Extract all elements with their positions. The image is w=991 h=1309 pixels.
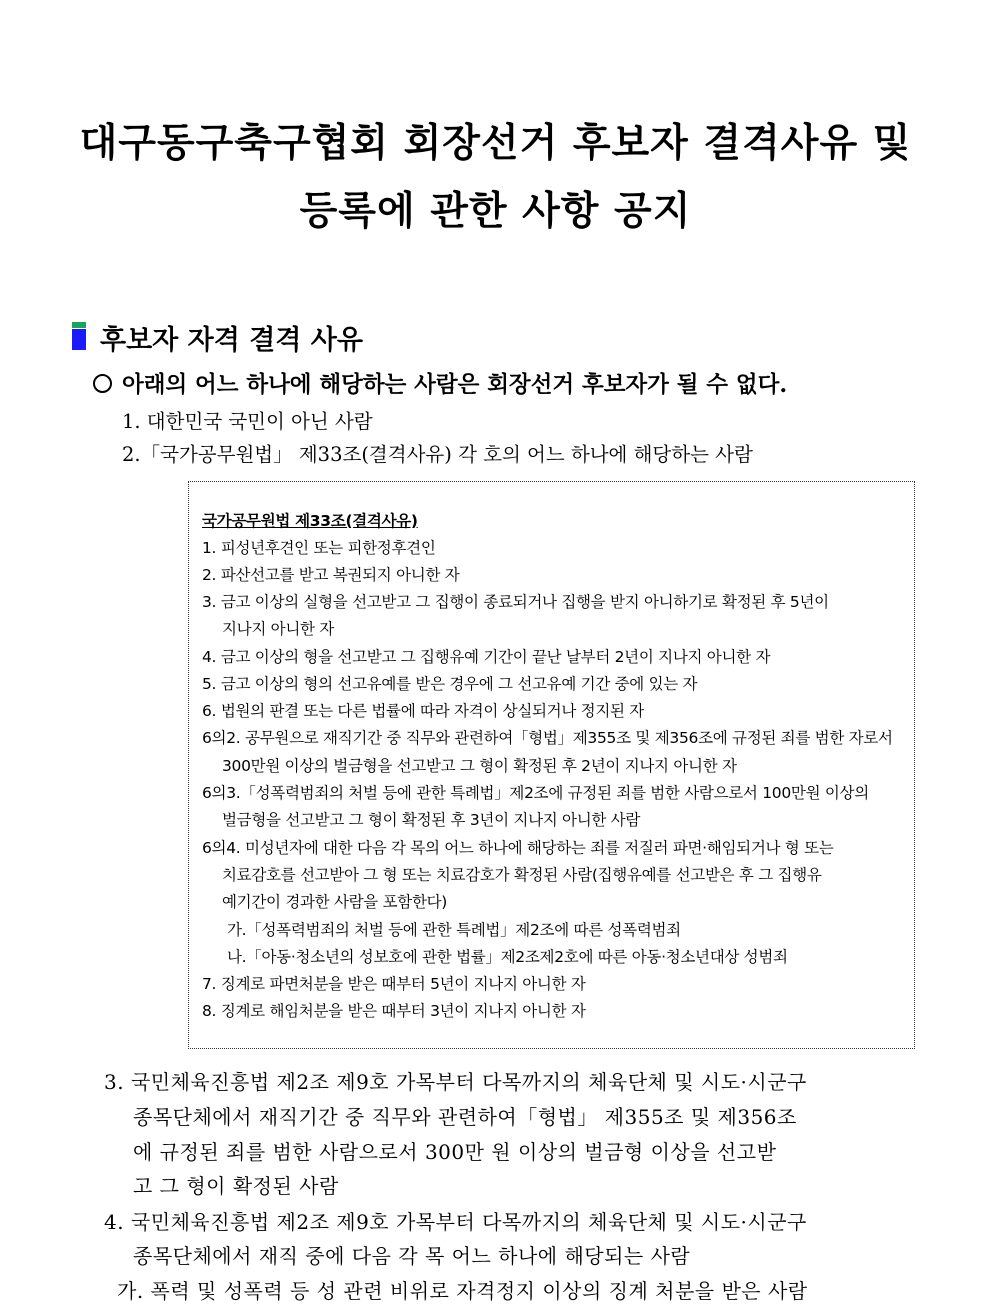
document-title-line-2: 등록에 관한 사항 공지 — [299, 189, 692, 234]
list-item-4-line: 종목단체에서 재직 중에 다음 각 목 어느 하나에 해당되는 사람 — [133, 1244, 691, 1268]
statute-box — [188, 481, 915, 1049]
section-marker-icon-blue — [72, 329, 86, 350]
statute-line: 8. 징계로 해임처분을 받은 때부터 3년이 지나지 아니한 자 — [202, 1002, 586, 1020]
statute-line: 지나지 아니한 자 — [222, 620, 334, 638]
statute-line: 4. 금고 이상의 형을 선고받고 그 집행유예 기간이 끝난 날부터 2년이 지나지 아니한 자 — [202, 648, 771, 666]
section-marker-icon-green — [72, 322, 86, 328]
statute-line: 7. 징계로 파면처분을 받은 때부터 5년이 지나지 아니한 자 — [202, 975, 586, 993]
statute-line: 나.「아동·청소년의 성보호에 관한 법률」제2조제2호에 따른 아동·청소년대상 성범죄 — [227, 948, 788, 966]
list-item-3-line: 종목단체에서 재직기간 중 직무와 관련하여「형법」 제355조 및 제356조 — [133, 1105, 797, 1129]
statute-line: 벌금형을 선고받고 그 형이 확정된 후 3년이 지나지 아니한 사람 — [222, 811, 641, 829]
statute-line: 6. 법원의 판결 또는 다른 법률에 따라 자격이 상실되거나 정지된 자 — [202, 702, 644, 720]
statute-line: 1. 피성년후견인 또는 피한정후견인 — [202, 539, 436, 557]
statute-line: 6의4. 미성년자에 대한 다음 각 목의 어느 하나에 해당하는 죄를 저질러 파면·해임되거나 형 또는 — [202, 839, 834, 857]
list-item-3-line: 3. 국민체육진흥법 제2조 제9호 가목부터 다목까지의 체육단체 및 시도·시군구 — [104, 1070, 807, 1094]
statute-line: 가.「성폭력범죄의 처벌 등에 관한 특례법」제2조에 따른 성폭력범죄 — [227, 921, 681, 939]
statute-line: 5. 금고 이상의 형의 선고유예를 받은 경우에 그 선고유예 기간 중에 있는 자 — [202, 675, 698, 693]
statute-line: 6의3.「성폭력범죄의 처벌 등에 관한 특례법」제2조에 규정된 죄를 범한 사람으로서 100만원 이상의 — [202, 784, 869, 802]
list-item-2: 2.「국가공무원법」 제33조(결격사유) 각 호의 어느 하나에 해당하는 사람 — [122, 443, 753, 466]
statute-box-title: 국가공무원법 제33조(결격사유) — [202, 512, 418, 530]
document-title-line-1: 대구동구축구협회 회장선거 후보자 결격사유 및 — [79, 121, 912, 166]
statute-line: 6의2. 공무원으로 재직기간 중 직무와 관련하여「형법」제355조 및 제356조에 규정된 죄를 범한 자로서 — [202, 729, 893, 747]
list-item-4a: 가. 폭력 및 성폭력 등 성 관련 비위로 자격정지 이상의 징계 처분을 받은 사람 — [117, 1279, 808, 1303]
section-heading: 후보자 자격 결격 사유 — [100, 325, 363, 356]
statute-line: 300만원 이상의 벌금형을 선고받고 그 형이 확정된 후 2년이 지나지 아니한 자 — [222, 757, 737, 775]
list-item-3-line: 에 규정된 죄를 범한 사람으로서 300만 원 이상의 벌금형 이상을 선고받 — [133, 1140, 777, 1164]
circle-bullet-icon — [93, 374, 112, 393]
list-item-3-line: 고 그 형이 확정된 사람 — [133, 1174, 339, 1198]
statute-line: 2. 파산선고를 받고 복권되지 아니한 자 — [202, 566, 460, 584]
statute-line: 3. 금고 이상의 실형을 선고받고 그 집행이 종료되거나 집행을 받지 아니하기로 확정된 후 5년이 — [202, 593, 829, 611]
list-item-4-line: 4. 국민체육진흥법 제2조 제9호 가목부터 다목까지의 체육단체 및 시도·시군구 — [104, 1210, 807, 1234]
lead-statement — [93, 367, 787, 399]
list-item-1: 1. 대한민국 국민이 아닌 사람 — [122, 410, 373, 433]
lead-text: 아래의 어느 하나에 해당하는 사람은 회장선거 후보자가 될 수 없다. — [122, 372, 788, 398]
statute-line: 치료감호를 선고받아 그 형 또는 치료감호가 확정된 사람(집행유예를 선고받은 후 그 집행유 — [222, 866, 822, 884]
statute-line: 예기간이 경과한 사람을 포함한다) — [222, 893, 448, 911]
